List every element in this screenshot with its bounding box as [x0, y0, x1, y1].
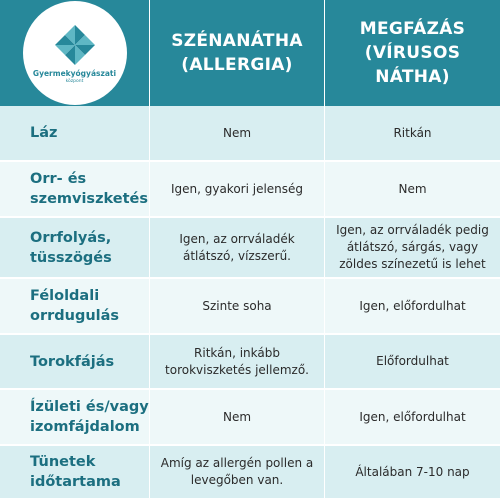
allergy-value: Amíg az allergén pollen a levegőben van. — [150, 446, 325, 500]
cold-value: Igen, az orrváladék pedig átlátszó, sárgás, vagy zöldes színezetű is lehet — [325, 218, 500, 279]
cold-value: Nem — [325, 162, 500, 218]
logo-brand: Gyermekyógyászati — [32, 68, 117, 78]
row-label: Féloldali orrdugulás — [0, 279, 150, 335]
allergy-value: Igen, az orrváladék átlátszó, vízszerű. — [150, 218, 325, 279]
allergy-value: Nem — [150, 390, 325, 446]
row-label: Orrfolyás, tüsszögés — [0, 218, 150, 279]
cold-value: Igen, előfordulhat — [325, 390, 500, 446]
header-allergy: SZÉNANÁTHA (ALLERGIA) — [150, 0, 325, 106]
allergy-value: Nem — [150, 106, 325, 162]
logo-subtitle: központ — [65, 78, 84, 84]
pinwheel-icon — [53, 23, 97, 67]
row-label: Torokfájás — [0, 335, 150, 390]
row-label: Tünetek időtartama — [0, 446, 150, 500]
row-label: Ízületi és/vagy izomfájdalom — [0, 390, 150, 446]
cold-value: Előfordulhat — [325, 335, 500, 390]
cold-value: Igen, előfordulhat — [325, 279, 500, 335]
row-label: Orr- és szemviszketés — [0, 162, 150, 218]
cold-value: Ritkán — [325, 106, 500, 162]
header-cold: MEGFÁZÁS (VÍRUSOS NÁTHA) — [325, 0, 500, 106]
allergy-value: Ritkán, inkább torokviszketés jellemző. — [150, 335, 325, 390]
row-label: Láz — [0, 106, 150, 162]
allergy-value: Szinte soha — [150, 279, 325, 335]
logo — [23, 1, 127, 105]
logo-cell — [0, 0, 150, 106]
allergy-value: Igen, gyakori jelenség — [150, 162, 325, 218]
cold-value: Általában 7-10 nap — [325, 446, 500, 500]
